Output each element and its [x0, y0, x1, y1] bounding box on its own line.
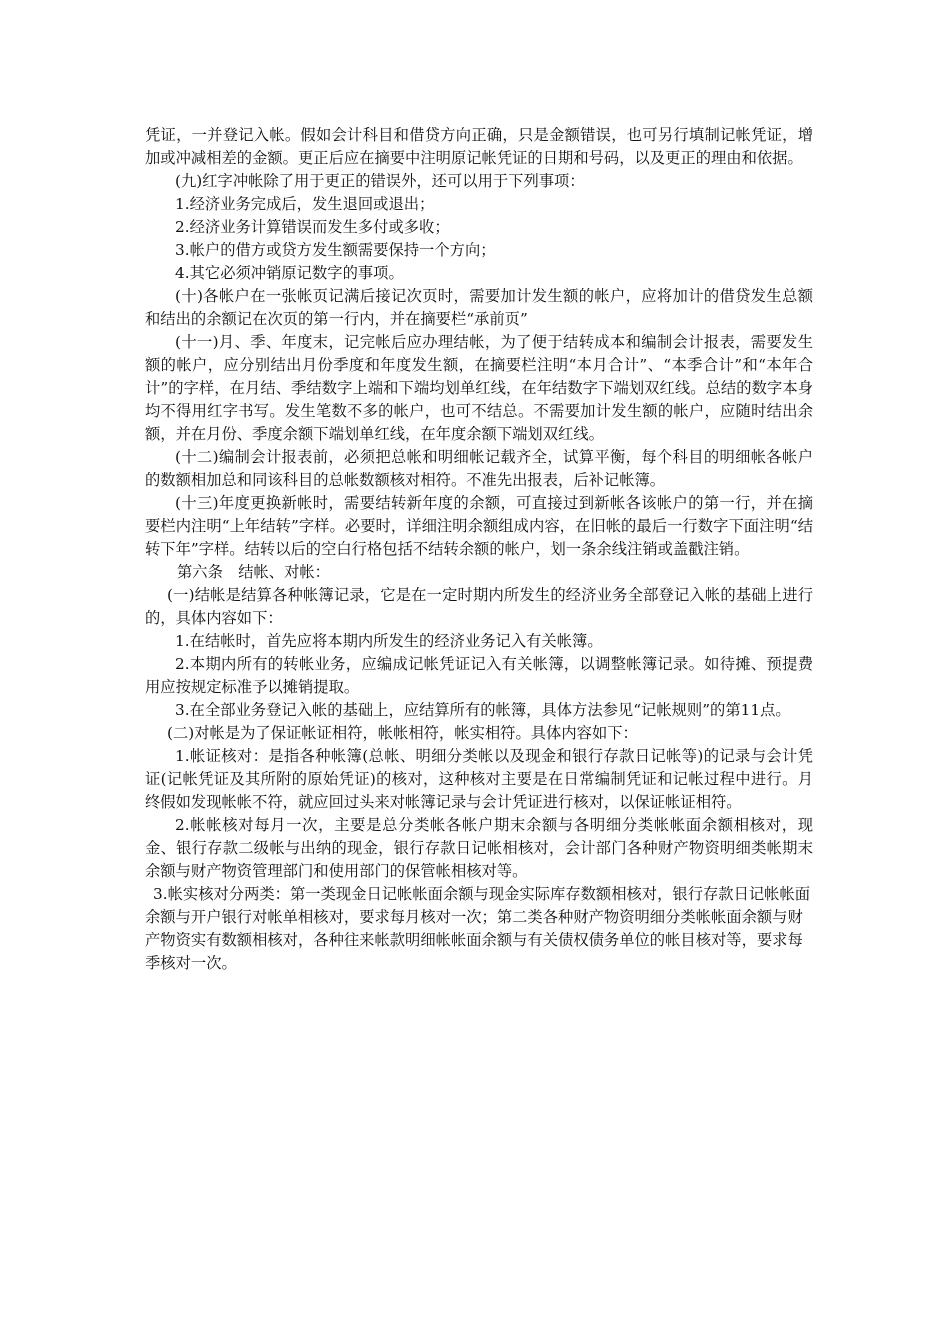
list-item: 1.经济业务完成后，发生退回或退出；: [175, 195, 435, 213]
list-item: 2.帐帐核对每月一次，主要是总分类帐各帐户期末余额与各明细分类帐帐面余额相核对，现金、银行存款二级帐与出纳的现金，银行存款日记帐相核对，会计部门各种财产物资明细类帐期末余额与财产物资管理部门和使用部门的保管帐相核对等。: [145, 816, 813, 880]
paragraph-item-9: (九)红字冲帐除了用于更正的错误外，还可以用于下列事项：: [175, 172, 585, 190]
list-item: 4.其它必须冲销原记数字的事项。: [175, 264, 404, 282]
paragraph-closing-accounts: (一)结帐是结算各种帐簿记录，它是在一定时期内所发生的经济业务全部登记入帐的基础上进行的，具体内容如下：: [145, 586, 813, 627]
list-item: 3.帐户的借方或贷方发生额需要保持一个方向；: [175, 241, 496, 259]
paragraph-item-11: (十一)月、季、年度末，记完帐后应办理结帐，为了便于结转成本和编制会计报表，需要发生额的帐户，应分别结出月份季度和年度发生额，在摘要栏注明“本月合计”、“本季合计”和“本年合计”的字样，在月结、季结数字上端和下端均划单红线，在年结数字下端划双红线。总结的数字本身均不得用红字书写。发生笔数不多的帐户，也可不结总。不需要加计发生额的帐户，应随时结出余额，并在月份、季度余额下端划单红线，在年度余额下端划双红线。: [145, 333, 813, 443]
paragraph-voucher-correction: 凭证，一并登记入帐。假如会计科目和借贷方向正确，只是金额错误，也可另行填制记帐凭证，增加或冲减相差的金额。更正后应在摘要中注明原记帐凭证的日期和号码，以及更正的理由和依据。: [145, 126, 813, 167]
paragraph-item-13: (十三)年度更换新帐时，需要结转新年度的余额，可直接过到新帐各该帐户的第一行，并在摘要栏内注明“上年结转”字样。必要时，详细注明余额组成内容，在旧帐的最后一行数字下面注明“结转下年”字样。结转以后的空白行格包括不结转余额的帐户，划一条余线注销或盖戳注销。: [145, 494, 813, 558]
paragraph-item-10: (十)各帐户在一张帐页记满后接记次页时，需要加计发生额的帐户，应将加计的借贷发生总额和结出的余额记在次页的第一行内，并在摘要栏“承前页”: [145, 287, 813, 328]
list-item: 3.帐实核对分两类：第一类现金日记帐帐面余额与现金实际库存数额相核对，银行存款日记帐帐面余额与开户银行对帐单相核对，要求每月核对一次；第二类各种财产物资明细分类帐帐面余额与财产物资实有数额相核对，各种往来帐款明细帐帐面余额与有关债权债务单位的帐目核对等，要求每季核对一次。: [145, 885, 811, 972]
list-item: 3.在全部业务登记入帐的基础上，应结算所有的帐簿，具体方法参见“记帐规则”的第11点。: [175, 701, 791, 719]
list-item: 2.本期内所有的转帐业务，应编成记帐凭证记入有关帐簿，以调整帐簿记录。如待摊、预提费用应按规定标准予以摊销提取。: [145, 655, 813, 696]
paragraph-item-12: (十二)编制会计报表前，必须把总帐和明细帐记载齐全，试算平衡，每个科目的明细帐各帐户的数额相加总和同该科目的总帐数额核对相符。不准先出报表，后补记帐簿。: [145, 448, 813, 489]
list-item: 1.帐证核对：是指各种帐簿(总帐、明细分类帐以及现金和银行存款日记帐等)的记录与会计凭证(记帐凭证及其所附的原始凭证)的核对，这种核对主要是在日常编制凭证和记帐过程中进行。月终假如发现帐帐不符，就应回过头来对帐簿记录与会计凭证进行核对，以保证帐证相符。: [145, 747, 813, 811]
paragraph-reconciliation: (二)对帐是为了保证帐证相符，帐帐相符，帐实相符。具体内容如下：: [167, 724, 638, 742]
list-item: 1.在结帐时，首先应将本期内所发生的经济业务记入有关帐簿。: [175, 632, 603, 650]
document-body: [145, 124, 813, 975]
list-item: 2.经济业务计算错误而发生多付或多收；: [175, 218, 450, 236]
article-6-heading: 第六条 结帐、对帐：: [177, 563, 330, 581]
